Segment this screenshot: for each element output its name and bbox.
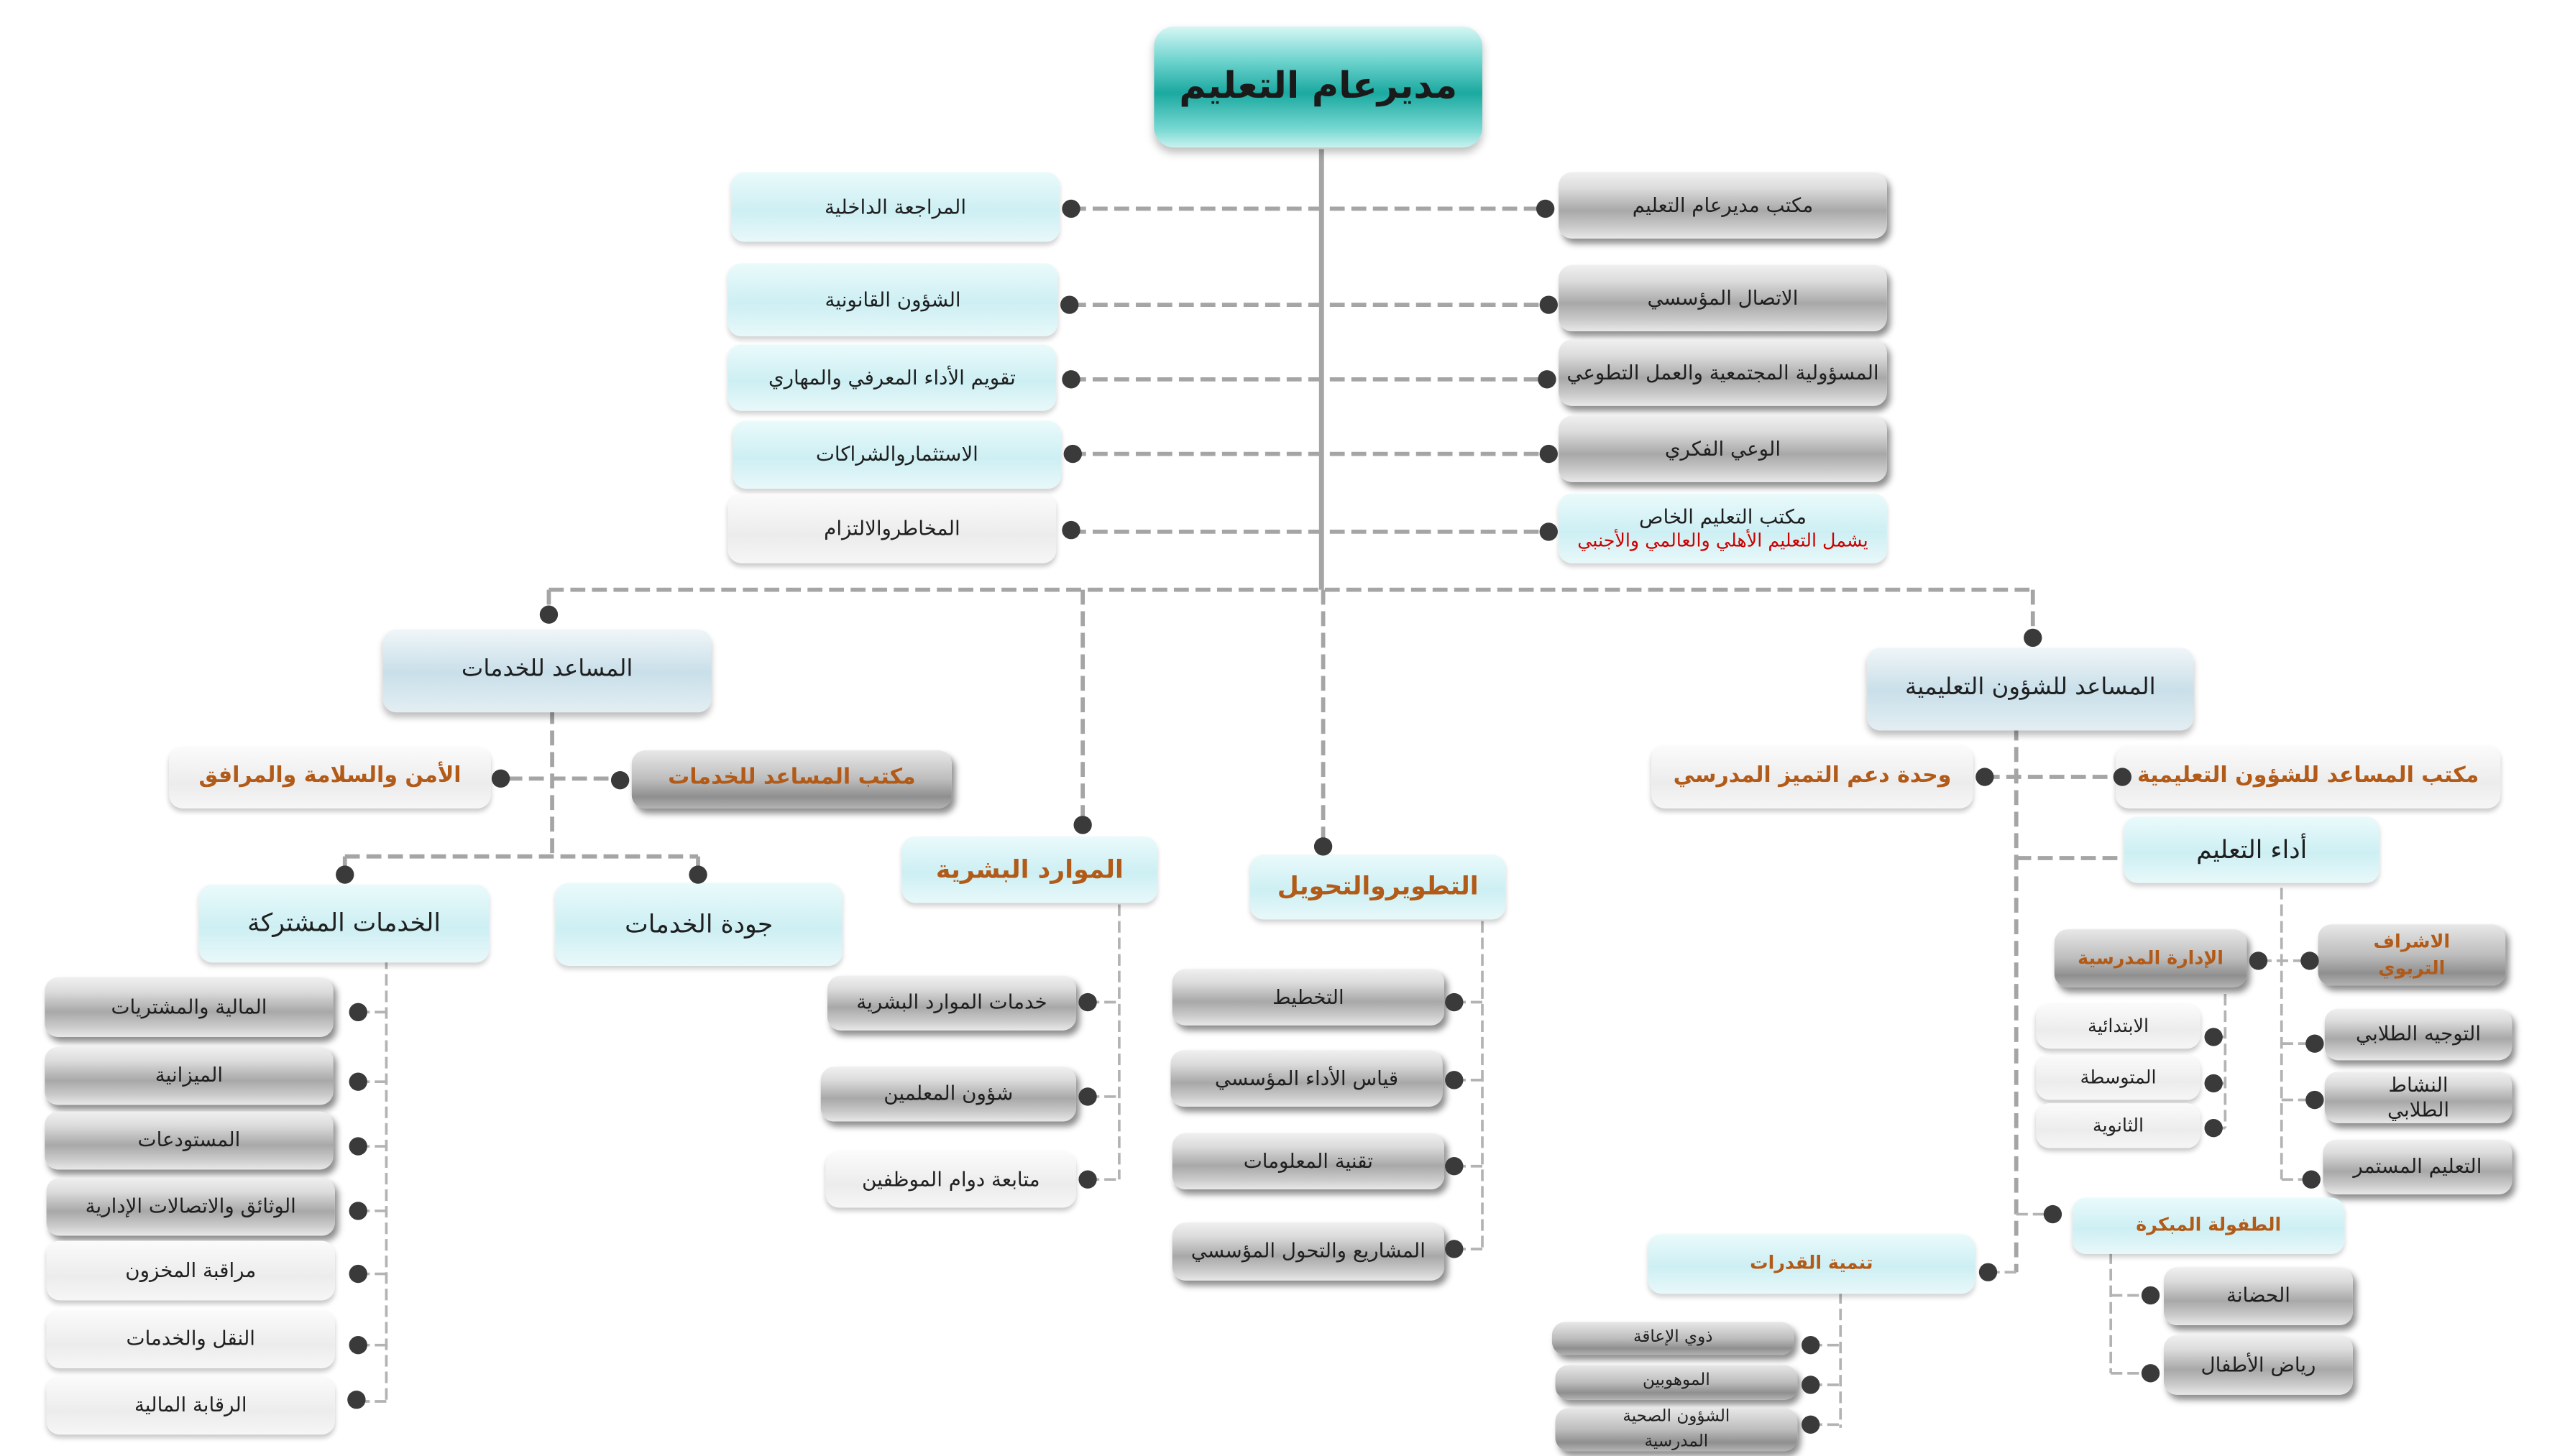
hr-item-label: شؤون المعلمين: [884, 1082, 1014, 1105]
connector-dot: [1445, 993, 1463, 1011]
right-office-label: مكتب مديرعام التعليم: [1632, 193, 1814, 216]
shared-item-label: المالية والمشتريات: [111, 995, 267, 1018]
left-office-label: الاستثماروالشراكات: [815, 442, 978, 466]
shared-item-label: الميزانية: [155, 1063, 224, 1087]
performance-title: أداء التعليم: [2196, 834, 2308, 865]
performance-item-activity: [2325, 1072, 2512, 1123]
connector-dot: [2204, 1119, 2222, 1137]
right-office-label: مكتب التعليم الخاص: [1639, 504, 1807, 528]
connector-dot: [349, 1072, 367, 1090]
education-office-node: [2116, 745, 2500, 808]
connector-dot: [2204, 1028, 2222, 1046]
connector-dot: [1538, 370, 1556, 388]
early-childhood-title: الطفولة المبكرة: [2136, 1214, 2282, 1236]
connector-dot: [349, 1265, 367, 1283]
right-office-label: الاتصال المؤسسي: [1647, 285, 1799, 309]
early-item-nursery: [2164, 1267, 2353, 1325]
connector-dot: [1078, 1170, 1096, 1188]
connector-dot: [2305, 1091, 2323, 1109]
connector-dot: [2303, 1170, 2321, 1188]
services-office-node: [632, 750, 952, 808]
connector-dot: [492, 770, 510, 788]
shared-services-title: الخدمات المشتركة: [247, 908, 441, 938]
right-office-label: المسؤولية المجتمعية والعمل التطوعي: [1566, 360, 1879, 384]
hr-item-teachers: [821, 1066, 1076, 1121]
education-assistant-node: [1867, 648, 2193, 730]
connector-dot: [347, 1391, 365, 1409]
connector-dot: [336, 865, 354, 883]
connector-dot: [1062, 521, 1080, 539]
excellence-unit-node: [1651, 745, 1973, 808]
right-office-private-education: [1559, 494, 1887, 563]
supervision-label: الاشراف التربوي: [2373, 930, 2451, 979]
hr-item-label: متابعة دوام الموظفين: [862, 1166, 1040, 1191]
connector-dot: [1062, 370, 1080, 388]
connector-dot: [2204, 1074, 2222, 1092]
stage-label: الثانوية: [2093, 1114, 2144, 1136]
capacity-node: [1648, 1234, 1975, 1294]
development-item-projects: [1172, 1222, 1444, 1281]
connector-dot: [611, 771, 629, 789]
shared-item-budget: [45, 1047, 333, 1105]
safety-label: الأمن والسلامة والمرافق: [198, 764, 462, 790]
safety-node: [169, 747, 490, 808]
shared-item-label: الوثائق والاتصالات الإدارية: [85, 1194, 296, 1218]
development-item-label: قياس الأداء المؤسسي: [1214, 1066, 1399, 1089]
development-title: التطويروالتحويل: [1277, 871, 1479, 902]
performance-item-label: التوجيه الطلابي: [2356, 1022, 2482, 1046]
connector-dot: [689, 865, 707, 883]
shared-services-node: [199, 885, 490, 962]
service-quality-title: جودة الخدمات: [625, 908, 774, 939]
right-office-director: [1559, 172, 1887, 239]
shared-item-label: النقل والخدمات: [126, 1327, 255, 1350]
stage-label: الابتدائية: [2088, 1015, 2149, 1037]
connector-dot: [2044, 1205, 2062, 1223]
right-office-note: يشمل التعليم الأهلي والعالمي والأجنبي: [1577, 529, 1868, 551]
excellence-label: وحدة دعم التميز المدرسي: [1673, 763, 1952, 788]
connector-dot: [1062, 200, 1080, 218]
shared-item-warehouses: [45, 1112, 333, 1170]
shared-item-transport: [47, 1310, 335, 1368]
connector-dot: [2305, 1034, 2323, 1052]
hr-item-attendance: [826, 1151, 1076, 1207]
right-office-awareness: [1559, 416, 1887, 482]
performance-node: [2124, 816, 2379, 883]
connector-dot: [540, 605, 558, 623]
supervision-node: [2318, 924, 2505, 985]
right-office-label: الوعي الفكري: [1664, 436, 1781, 460]
shared-item-label: مراقبة المخزون: [125, 1258, 257, 1281]
connector-dot: [1073, 816, 1091, 834]
shared-item-financial-control: [47, 1376, 335, 1434]
connector-dot: [1314, 837, 1332, 855]
left-office-internal-audit: [731, 172, 1060, 242]
connector-dot: [1078, 993, 1096, 1011]
performance-item-label: التعليم المستمر: [2353, 1154, 2482, 1178]
early-item-kindergarten: [2164, 1335, 2353, 1395]
left-office-investment: [733, 420, 1061, 489]
capacity-title: تنمية القدرات: [1750, 1252, 1873, 1274]
connector-dot: [349, 1336, 367, 1354]
connector-dot: [1802, 1376, 1819, 1393]
capacity-item-gifted: [1555, 1365, 1797, 1399]
capacity-item-label: الموهوبين: [1643, 1372, 1710, 1391]
education-title: المساعد للشؤون التعليمية: [1905, 674, 2156, 701]
hr-title: الموارد البشرية: [935, 854, 1124, 885]
root-title: مديرعام التعليم: [1179, 65, 1458, 108]
service-quality-node: [556, 883, 843, 966]
development-item-label: تقنية المعلومات: [1243, 1148, 1373, 1172]
left-office-assessment: [728, 344, 1057, 410]
connector-dot: [2300, 952, 2318, 969]
connector-dot: [2024, 629, 2042, 647]
connector-dot: [1445, 1157, 1463, 1175]
shared-item-label: المستودعات: [137, 1128, 241, 1151]
education-office-label: مكتب المساعد للشؤون التعليمية: [2137, 763, 2479, 788]
connector-dot: [2142, 1286, 2160, 1304]
connector-dot: [1536, 200, 1554, 218]
shared-item-finance: [45, 977, 333, 1037]
connector-dot: [1975, 768, 1993, 785]
connector-dot: [349, 1137, 367, 1155]
connector-dot: [1540, 295, 1558, 313]
connector-dot: [1060, 295, 1078, 313]
capacity-item-disability: [1552, 1322, 1794, 1355]
stage-primary: [2036, 1004, 2200, 1049]
left-office-label: تقويم الأداء المعرفي والمهاري: [768, 365, 1016, 389]
performance-item-guidance: [2325, 1009, 2512, 1060]
school-admin-node: [2055, 929, 2247, 987]
root-director-node: [1154, 27, 1482, 147]
right-office-social-responsibility: [1559, 340, 1887, 406]
connector-dot: [1445, 1071, 1463, 1089]
connector-dot: [1078, 1087, 1096, 1105]
hr-node: [902, 837, 1157, 903]
capacity-item-health: [1555, 1408, 1797, 1451]
school-admin-label: الإدارة المدرسية: [2078, 946, 2224, 969]
left-office-label: المراجعة الداخلية: [825, 194, 967, 218]
left-office-label: الشؤون القانونية: [825, 287, 961, 311]
development-item-label: التخطيط: [1272, 985, 1344, 1008]
development-node: [1250, 854, 1505, 919]
right-office-communication: [1559, 265, 1887, 331]
connector-dot: [1802, 1416, 1819, 1434]
stage-secondary: [2036, 1103, 2200, 1148]
development-item-planning: [1172, 969, 1444, 1025]
left-office-legal: [728, 263, 1058, 336]
connector-dot: [1445, 1240, 1463, 1258]
connector-dot: [1540, 522, 1558, 540]
performance-item-label: النشاط الطلابي: [2387, 1072, 2450, 1121]
shared-item-label: الرقابة المالية: [134, 1393, 247, 1416]
connector-dot: [2114, 768, 2131, 785]
stage-intermediate: [2036, 1055, 2200, 1100]
hr-item-label: خدمات الموارد البشرية: [856, 990, 1047, 1014]
development-item-performance: [1170, 1050, 1442, 1106]
left-office-label: المخاطروالالتزام: [824, 516, 960, 540]
hr-item-services: [827, 976, 1076, 1031]
shared-item-inventory: [47, 1240, 335, 1300]
development-item-it: [1172, 1133, 1444, 1189]
connector-dot: [1802, 1336, 1819, 1354]
connector-dot: [349, 1003, 367, 1021]
early-item-label: رياض الأطفال: [2200, 1353, 2316, 1376]
stage-label: المتوسطة: [2080, 1066, 2157, 1088]
performance-item-continuing: [2323, 1140, 2512, 1194]
left-office-risk: [728, 494, 1057, 563]
connector-dot: [349, 1202, 367, 1220]
connector-dot: [2249, 952, 2267, 969]
connector-dot: [2142, 1364, 2160, 1382]
early-childhood-node: [2073, 1198, 2344, 1254]
services-title: المساعد للخدمات: [461, 656, 633, 683]
capacity-item-label: الشؤون الصحية المدرسية: [1623, 1407, 1730, 1452]
capacity-item-label: ذوي الإعاقة: [1633, 1328, 1713, 1347]
development-item-label: المشاريع والتحول المؤسسي: [1190, 1239, 1426, 1263]
connector-dot: [1540, 445, 1558, 463]
services-office-label: مكتب المساعد للخدمات: [668, 765, 916, 791]
early-item-label: الحضانة: [2226, 1284, 2290, 1307]
connector-dot: [1979, 1263, 1997, 1281]
shared-item-documents: [47, 1178, 335, 1236]
connector-dot: [1064, 445, 1082, 463]
services-assistant-node: [383, 630, 712, 712]
